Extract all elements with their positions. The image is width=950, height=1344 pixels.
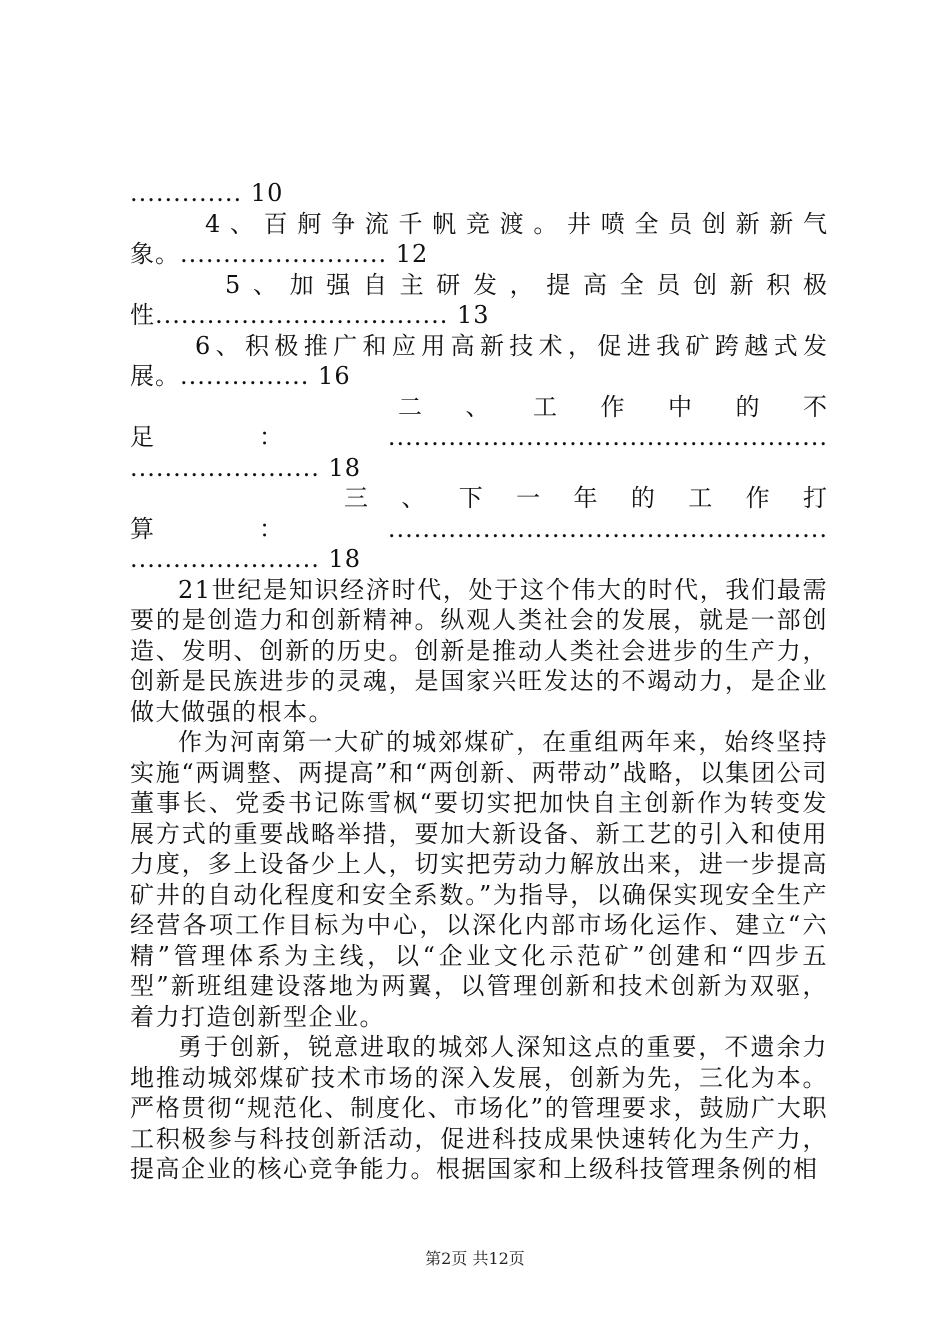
- toc-line: 5、加强自主研发，提高全员创新积极: [225, 270, 828, 299]
- toc-line: 三、下一年的工作打: [344, 484, 828, 512]
- page-content: [130, 178, 828, 1185]
- toc-line: 6、积极推广和应用高新技术，促进我矿跨越式发: [195, 331, 828, 360]
- toc-line: ...................... 18: [130, 453, 362, 482]
- page-number-footer: 第2页 共12页: [425, 1249, 525, 1268]
- toc-line: 足：...................................................: [130, 423, 828, 451]
- toc-line: ............. 10: [130, 179, 284, 207]
- toc-line: 算：...................................................: [130, 514, 828, 543]
- toc-line: 象。........................ 12: [130, 240, 429, 268]
- toc-line: 二、工作中的不: [398, 392, 828, 421]
- toc-line: 4、百舸争流千帆竞渡。井喷全员创新新气: [205, 209, 828, 238]
- body-paragraph: 勇于创新，锐意进取的城郊人深知这点的重要，不遗余力地推动城郊煤矿技术市场的深入发展，创新为先，三化为本。严格贯彻“规范化、制度化、市场化”的管理要求，鼓励广大职工积极参与科技创新活动，促进科技成果快速转化为生产力，提高企业的核心竞争能力。根据国家和上级科技管理条例的相: [130, 1033, 828, 1183]
- toc-line: 性.................................. 13: [130, 301, 490, 329]
- toc-line: 展。............... 16: [130, 362, 351, 390]
- toc-line: ...................... 18: [130, 545, 362, 573]
- body-paragraph: 21世纪是知识经济时代，处于这个伟大的时代，我们最需要的是创造力和创新精神。纵观人类社会的发展，就是一部创造、发明、创新的历史。创新是推动人类社会进步的生产力，创新是民族进步的灵魂，是国家兴旺发达的不竭动力，是企业做大做强的根本。: [130, 575, 828, 726]
- body-paragraph: 作为河南第一大矿的城郊煤矿，在重组两年来，始终坚持实施“两调整、两提高”和“两创新、两带动”战略，以集团公司董事长、党委书记陈雪枫“要切实把加快自主创新作为转变发展方式的重要战略举措，要加大新设备、新工艺的引入和使用力度，多上设备少上人，切实把劳动力解放出来，进一步提高矿井的自动化程度和安全系数。”为指导，以确保实现安全生产经营各项工作目标为中心，以深化内部市场化运作、建立“六精”管理体系为主线，以“企业文化示范矿”创建和“四步五型”新班组建设落地为两翼，以管理创新和技术创新为双驱，着力打造创新型企业。: [130, 728, 828, 1031]
